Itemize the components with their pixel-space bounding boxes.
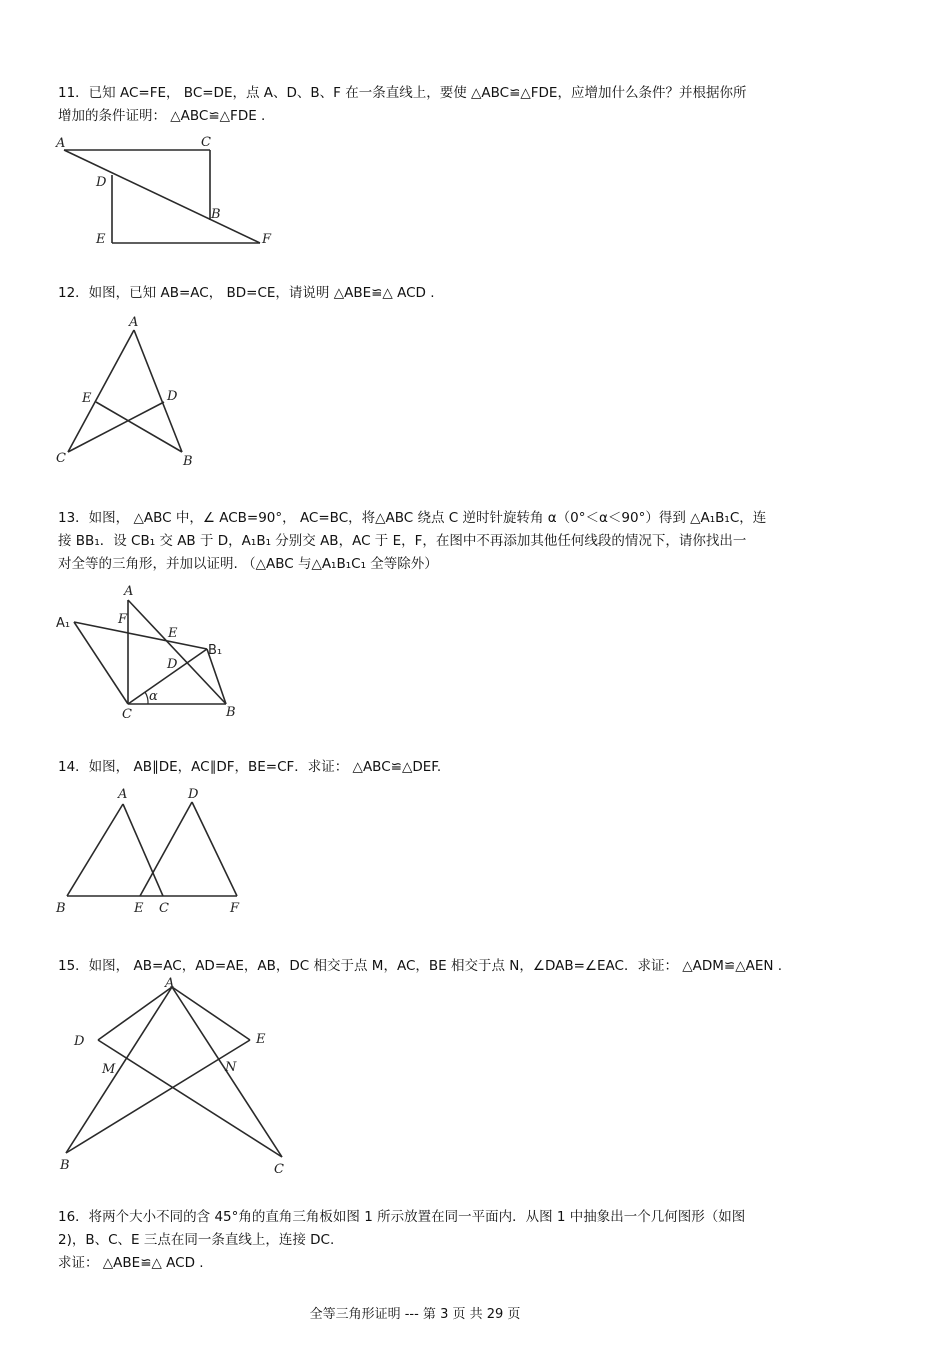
segment-EB [66, 1040, 250, 1153]
label-A: A [56, 136, 66, 151]
label-F: F [118, 612, 128, 627]
segment-AE [172, 987, 250, 1040]
problem-16-line-3: 求证： △ABE≌△ ACD . [58, 1255, 204, 1271]
label-B: B [211, 207, 221, 222]
problem-11-line-2: 增加的条件证明： △ABC≌△FDE . [58, 108, 266, 124]
label-C: C [274, 1162, 284, 1177]
label-M: M [102, 1062, 116, 1077]
label-D: D [96, 175, 107, 190]
label-D: D [188, 787, 199, 802]
segment-AC [123, 804, 163, 896]
angle-alpha-arc [145, 692, 148, 704]
segment-AB [66, 987, 172, 1153]
segment-AC [68, 330, 134, 452]
figure-13 [50, 580, 250, 725]
segment-AB [67, 804, 123, 896]
label-C: C [159, 901, 169, 916]
problem-14-line-1: 14．如图， AB∥DE，AC∥DF，BE=CF．求证： △ABC≌△DEF. [58, 759, 442, 775]
label-N: N [225, 1060, 237, 1075]
label-C: C [201, 135, 211, 150]
figure-12 [50, 310, 210, 470]
figure-15 [50, 975, 300, 1180]
label-F: F [230, 901, 240, 916]
label-A: A [129, 315, 139, 330]
label-F: F [262, 232, 272, 247]
label-E: E [82, 391, 92, 406]
segment-AD [98, 987, 172, 1040]
label-A: A [124, 584, 134, 599]
problem-13-line-1: 13．如图， △ABC 中，∠ ACB=90°， AC=BC，将△ABC 绕点 C 逆时针旋转角 α（0°＜α＜90°）得到 △A₁B₁C，连 [58, 510, 767, 526]
label-C: C [122, 707, 132, 722]
label-A: A [118, 787, 128, 802]
page-footer: 全等三角形证明 --- 第 3 页 共 29 页 [309, 1307, 521, 1322]
label-C: C [56, 451, 66, 466]
label-E: E [256, 1032, 266, 1047]
label-E: E [96, 232, 106, 247]
segment-A1B1 [74, 622, 207, 649]
problem-13-line-3: 对全等的三角形，并加以证明. （△ABC 与△A₁B₁C₁ 全等除外） [58, 556, 438, 572]
label-E: E [168, 626, 178, 641]
problem-15-line-1: 15．如图， AB=AC，AD=AE，AB，DC 相交于点 M，AC，BE 相交于点 N，∠DAB=∠EAC．求证： △ADM≌△AEN . [58, 958, 783, 974]
segment-DE [140, 802, 192, 896]
problem-11-line-1: 11．已知 AC=FE， BC=DE，点 A、D、B、F 在一条直线上，要使 △ABC≌△FDE，应增加什么条件？并根据你所 [58, 85, 747, 101]
label-D: D [74, 1034, 85, 1049]
figure-11 [50, 130, 290, 255]
figure-14 [50, 780, 260, 920]
label-D: D [167, 389, 178, 404]
segment-EB [96, 402, 182, 452]
segment-A1C [74, 622, 128, 704]
label-B1: B₁ [208, 643, 223, 658]
label-B: B [226, 705, 236, 720]
problem-12-line-1: 12．如图，已知 AB=AC， BD=CE，请说明 △ABE≌△ ACD . [58, 285, 435, 301]
label-alpha: α [149, 689, 158, 704]
problem-16-line-2: 2)，B、C、E 三点在同一条直线上，连接 DC. [58, 1232, 335, 1248]
problem-13-line-2: 接 BB₁．设 CB₁ 交 AB 于 D，A₁B₁ 分别交 AB，AC 于 E，F，在图中不再添加其他任何线段的情况下，请你找出一 [58, 533, 747, 549]
label-A: A [165, 976, 175, 991]
label-A1: A₁ [56, 616, 71, 631]
segment-AF [64, 150, 260, 243]
label-B: B [183, 454, 193, 469]
label-E: E [134, 901, 144, 916]
segment-DC [98, 1040, 282, 1157]
segment-DF [192, 802, 237, 896]
problem-16-line-1: 16．将两个大小不同的含 45°角的直角三角板如图 1 所示放置在同一平面内．从图 1 中抽象出一个几何图形（如图 [58, 1209, 746, 1225]
label-B: B [56, 901, 66, 916]
label-D: D [167, 657, 178, 672]
label-B: B [60, 1158, 70, 1173]
